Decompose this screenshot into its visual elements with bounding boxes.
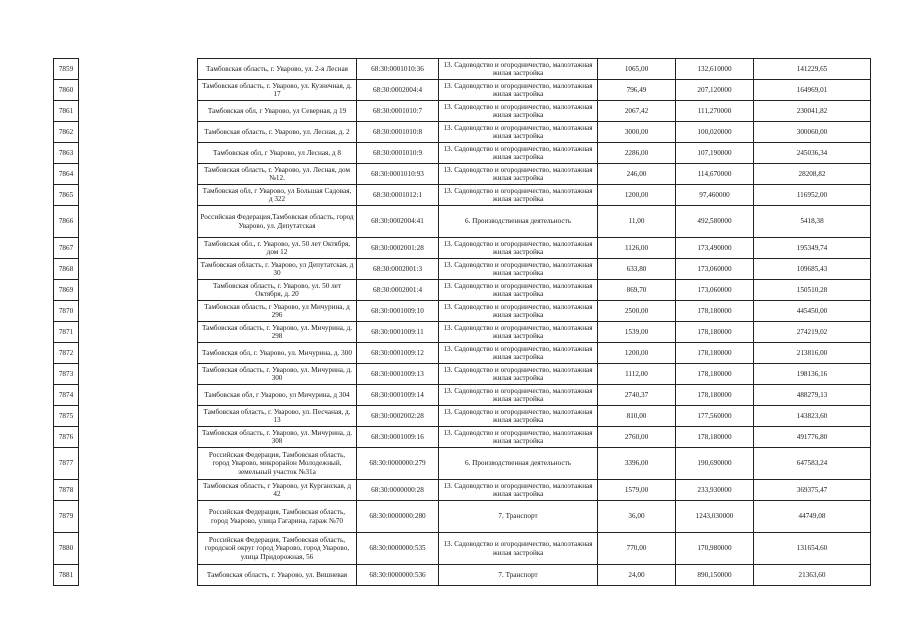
table-row (54, 480, 871, 501)
empty-column-cell (79, 280, 198, 301)
empty-column-cell (79, 448, 198, 480)
table-row (54, 501, 871, 533)
cadastral-number-cell: 68:30:0002001:28 (357, 238, 439, 259)
specific-value-cell: 173,490000 (676, 238, 754, 259)
specific-value-cell: 170,980000 (676, 533, 754, 565)
cadastral-value-cell: 491776,80 (754, 427, 871, 448)
cadastral-value-cell: 230041,82 (754, 101, 871, 122)
empty-column-cell (79, 122, 198, 143)
land-use-cell: 7. Транспорт (439, 565, 598, 586)
land-use-cell: 13. Садоводство и огородничество, малоэтажная жилая застройка (439, 280, 598, 301)
cadastral-number-cell: 68:30:0001009:13 (357, 364, 439, 385)
row-number-cell: 7867 (54, 238, 79, 259)
cadastral-value-table (53, 58, 871, 586)
land-use-cell: 13. Садоводство и огородничество, малоэтажная жилая застройка (439, 322, 598, 343)
cadastral-number-cell: 68:30:0001009:16 (357, 427, 439, 448)
specific-value-cell: 178,180000 (676, 364, 754, 385)
table-row (54, 322, 871, 343)
land-use-cell: 13. Садоводство и огородничество, малоэтажная жилая застройка (439, 80, 598, 101)
row-number-cell: 7875 (54, 406, 79, 427)
table-row (54, 143, 871, 164)
specific-value-cell: 97,460000 (676, 185, 754, 206)
table-row (54, 364, 871, 385)
specific-value-cell: 233,930000 (676, 480, 754, 501)
area-cell: 1539,00 (598, 322, 676, 343)
cadastral-number-cell: 68:30:0001012:1 (357, 185, 439, 206)
specific-value-cell: 114,670000 (676, 164, 754, 185)
row-number-cell: 7880 (54, 533, 79, 565)
land-use-cell: 6. Производственная деятельность (439, 448, 598, 480)
area-cell: 1579,00 (598, 480, 676, 501)
table-row (54, 385, 871, 406)
cadastral-number-cell: 68:30:0000000:535 (357, 533, 439, 565)
land-use-cell: 13. Садоводство и огородничество, малоэтажная жилая застройка (439, 59, 598, 80)
row-number-cell: 7861 (54, 101, 79, 122)
table-row (54, 343, 871, 364)
specific-value-cell: 207,120000 (676, 80, 754, 101)
specific-value-cell: 111,270000 (676, 101, 754, 122)
specific-value-cell: 173,060000 (676, 259, 754, 280)
land-use-cell: 13. Садоводство и огородничество, малоэтажная жилая застройка (439, 143, 598, 164)
area-cell: 810,00 (598, 406, 676, 427)
area-cell: 2740,37 (598, 385, 676, 406)
row-number-cell: 7865 (54, 185, 79, 206)
area-cell: 3396,00 (598, 448, 676, 480)
cadastral-value-cell: 116952,00 (754, 185, 871, 206)
cadastral-number-cell: 68:30:0001010:9 (357, 143, 439, 164)
cadastral-number-cell: 68:30:0002001:4 (357, 280, 439, 301)
cadastral-value-cell: 369375,47 (754, 480, 871, 501)
row-number-cell: 7863 (54, 143, 79, 164)
address-cell: Тамбовская область, г. Уварово, ул. Мичурина, д. 308 (198, 427, 357, 448)
table-row (54, 427, 871, 448)
table-row (54, 185, 871, 206)
cadastral-value-cell: 300060,00 (754, 122, 871, 143)
address-cell: Российская Федерация, Тамбовская область, город Уварово, микрорайон Молодежный, земельный участок №31а (198, 448, 357, 480)
address-cell: Тамбовская область, г Уварово, ул Мичурина, д 296 (198, 301, 357, 322)
cadastral-value-cell: 164969,01 (754, 80, 871, 101)
row-number-cell: 7872 (54, 343, 79, 364)
cadastral-value-cell: 5418,38 (754, 206, 871, 238)
address-cell: Тамбовская область, г. Уварово, ул. Лесная, дом №12. (198, 164, 357, 185)
specific-value-cell: 107,190000 (676, 143, 754, 164)
specific-value-cell: 190,690000 (676, 448, 754, 480)
area-cell: 3000,00 (598, 122, 676, 143)
cadastral-value-cell: 131654,60 (754, 533, 871, 565)
address-cell: Тамбовская область, г. Уварово, ул. Мичурина, д. 300 (198, 364, 357, 385)
specific-value-cell: 178,180000 (676, 343, 754, 364)
address-cell: Тамбовская обл, г Уварово, ул Большая Садовая, д 322 (198, 185, 357, 206)
area-cell: 869,70 (598, 280, 676, 301)
table-row (54, 301, 871, 322)
cadastral-value-cell: 195349,74 (754, 238, 871, 259)
address-cell: Тамбовская область, г. Уварово, ул Депутатская, д 30 (198, 259, 357, 280)
cadastral-number-cell: 68:30:0001010:8 (357, 122, 439, 143)
land-use-cell: 13. Садоводство и огородничество, малоэтажная жилая застройка (439, 427, 598, 448)
row-number-cell: 7859 (54, 59, 79, 80)
empty-column-cell (79, 80, 198, 101)
address-cell: Российская Федерация, Тамбовская область, город Уварово, улица Гагарина, гараж №70 (198, 501, 357, 533)
table-row (54, 259, 871, 280)
row-number-cell: 7876 (54, 427, 79, 448)
address-cell: Тамбовская обл, г Уварово, ул Северная, д 19 (198, 101, 357, 122)
address-cell: Тамбовская область, г. Уварово, ул. Мичурина, д. 298 (198, 322, 357, 343)
area-cell: 2500,00 (598, 301, 676, 322)
cadastral-value-cell: 141229,65 (754, 59, 871, 80)
specific-value-cell: 178,180000 (676, 322, 754, 343)
cadastral-number-cell: 68:30:0000000:536 (357, 565, 439, 586)
land-use-cell: 13. Садоводство и огородничество, малоэтажная жилая застройка (439, 406, 598, 427)
row-number-cell: 7878 (54, 480, 79, 501)
empty-column-cell (79, 480, 198, 501)
empty-column-cell (79, 385, 198, 406)
empty-column-cell (79, 406, 198, 427)
area-cell: 11,00 (598, 206, 676, 238)
table-row (54, 206, 871, 238)
area-cell: 633,80 (598, 259, 676, 280)
cadastral-value-cell: 44749,08 (754, 501, 871, 533)
specific-value-cell: 173,060000 (676, 280, 754, 301)
land-use-cell: 13. Садоводство и огородничество, малоэтажная жилая застройка (439, 364, 598, 385)
address-cell: Тамбовская область, г. Уварово, ул. Вишневая (198, 565, 357, 586)
table-row (54, 238, 871, 259)
cadastral-value-cell: 213816,00 (754, 343, 871, 364)
area-cell: 36,00 (598, 501, 676, 533)
land-use-cell: 13. Садоводство и огородничество, малоэтажная жилая застройка (439, 533, 598, 565)
area-cell: 1200,00 (598, 343, 676, 364)
area-cell: 246,00 (598, 164, 676, 185)
row-number-cell: 7860 (54, 80, 79, 101)
address-cell: Тамбовская обл, г Уварово, ул Лесная, д 8 (198, 143, 357, 164)
area-cell: 2067,42 (598, 101, 676, 122)
empty-column-cell (79, 59, 198, 80)
cadastral-number-cell: 68:30:0002002:28 (357, 406, 439, 427)
row-number-cell: 7871 (54, 322, 79, 343)
row-number-cell: 7868 (54, 259, 79, 280)
cadastral-value-cell: 647583,24 (754, 448, 871, 480)
land-use-cell: 7. Транспорт (439, 501, 598, 533)
specific-value-cell: 177,560000 (676, 406, 754, 427)
cadastral-value-cell: 245036,34 (754, 143, 871, 164)
land-use-cell: 13. Садоводство и огородничество, малоэтажная жилая застройка (439, 122, 598, 143)
cadastral-value-cell: 109685,43 (754, 259, 871, 280)
area-cell: 796,49 (598, 80, 676, 101)
empty-column-cell (79, 206, 198, 238)
land-use-cell: 13. Садоводство и огородничество, малоэтажная жилая застройка (439, 185, 598, 206)
specific-value-cell: 492,580000 (676, 206, 754, 238)
empty-column-cell (79, 185, 198, 206)
address-cell: Российская Федерация, Тамбовская область, городской округ город Уварово, город Уварово, улица Придорожная, 56 (198, 533, 357, 565)
area-cell: 1200,00 (598, 185, 676, 206)
cadastral-number-cell: 68:30:0002001:3 (357, 259, 439, 280)
address-cell: Тамбовская область, г Уварово, ул Курганская, д 42 (198, 480, 357, 501)
empty-column-cell (79, 343, 198, 364)
cadastral-number-cell: 68:30:0001009:12 (357, 343, 439, 364)
table-row (54, 59, 871, 80)
cadastral-number-cell: 68:30:0001009:10 (357, 301, 439, 322)
row-number-cell: 7870 (54, 301, 79, 322)
address-cell: Тамбовская область, г. Уварово, ул. Лесная, д. 2 (198, 122, 357, 143)
area-cell: 2286,00 (598, 143, 676, 164)
empty-column-cell (79, 143, 198, 164)
cadastral-value-cell: 488279,13 (754, 385, 871, 406)
cadastral-number-cell: 68:30:0001009:14 (357, 385, 439, 406)
table-row (54, 122, 871, 143)
area-cell: 1112,00 (598, 364, 676, 385)
cadastral-number-cell: 68:30:0001010:36 (357, 59, 439, 80)
address-cell: Тамбовская область, г. Уварово, ул. 2-я Лесная (198, 59, 357, 80)
specific-value-cell: 890,150000 (676, 565, 754, 586)
area-cell: 1126,00 (598, 238, 676, 259)
area-cell: 2760,00 (598, 427, 676, 448)
land-use-cell: 13. Садоводство и огородничество, малоэтажная жилая застройка (439, 301, 598, 322)
cadastral-number-cell: 68:30:0001009:11 (357, 322, 439, 343)
cadastral-value-cell: 274219,02 (754, 322, 871, 343)
cadastral-number-cell: 68:30:0002004:41 (357, 206, 439, 238)
land-use-cell: 6. Производственная деятельность (439, 206, 598, 238)
empty-column-cell (79, 259, 198, 280)
empty-column-cell (79, 501, 198, 533)
cadastral-number-cell: 68:30:0000000:28 (357, 480, 439, 501)
row-number-cell: 7866 (54, 206, 79, 238)
table-row (54, 565, 871, 586)
table-body (54, 59, 871, 586)
specific-value-cell: 178,180000 (676, 385, 754, 406)
cadastral-value-cell: 21363,60 (754, 565, 871, 586)
address-cell: Российская Федерация,Тамбовская область, город Уварово, ул. Депутатская (198, 206, 357, 238)
row-number-cell: 7877 (54, 448, 79, 480)
table-row (54, 101, 871, 122)
area-cell: 24,00 (598, 565, 676, 586)
empty-column-cell (79, 164, 198, 185)
specific-value-cell: 132,610000 (676, 59, 754, 80)
address-cell: Тамбовская область, г. Уварово, ул. 50 лет Октября, д. 20 (198, 280, 357, 301)
area-cell: 1065,00 (598, 59, 676, 80)
land-use-cell: 13. Садоводство и огородничество, малоэтажная жилая застройка (439, 385, 598, 406)
address-cell: Тамбовская обл., г. Уварово, ул. 50 лет Октября, дом 12 (198, 238, 357, 259)
cadastral-number-cell: 68:30:0000000:280 (357, 501, 439, 533)
row-number-cell: 7869 (54, 280, 79, 301)
table-row (54, 80, 871, 101)
cadastral-value-cell: 28208,82 (754, 164, 871, 185)
address-cell: Тамбовская обл, г Уварово, ул Мичурина, д 304 (198, 385, 357, 406)
land-use-cell: 13. Садоводство и огородничество, малоэтажная жилая застройка (439, 259, 598, 280)
cadastral-number-cell: 68:30:0000000:279 (357, 448, 439, 480)
table-row (54, 280, 871, 301)
empty-column-cell (79, 301, 198, 322)
row-number-cell: 7873 (54, 364, 79, 385)
empty-column-cell (79, 533, 198, 565)
empty-column-cell (79, 238, 198, 259)
cadastral-number-cell: 68:30:0001010:93 (357, 164, 439, 185)
empty-column-cell (79, 565, 198, 586)
specific-value-cell: 178,180000 (676, 427, 754, 448)
row-number-cell: 7881 (54, 565, 79, 586)
empty-column-cell (79, 101, 198, 122)
table-row (54, 164, 871, 185)
land-use-cell: 13. Садоводство и огородничество, малоэтажная жилая застройка (439, 238, 598, 259)
land-use-cell: 13. Садоводство и огородничество, малоэтажная жилая застройка (439, 480, 598, 501)
cadastral-value-cell: 143823,60 (754, 406, 871, 427)
cadastral-number-cell: 68:30:0002004:4 (357, 80, 439, 101)
address-cell: Тамбовская область, г. Уварово, ул. Кузнечная, д. 17 (198, 80, 357, 101)
address-cell: Тамбовская обл, г. Уварово, ул. Мичурина, д. 300 (198, 343, 357, 364)
cadastral-value-cell: 150510,28 (754, 280, 871, 301)
cadastral-number-cell: 68:30:0001010:7 (357, 101, 439, 122)
empty-column-cell (79, 427, 198, 448)
empty-column-cell (79, 364, 198, 385)
row-number-cell: 7879 (54, 501, 79, 533)
row-number-cell: 7862 (54, 122, 79, 143)
area-cell: 770,00 (598, 533, 676, 565)
specific-value-cell: 178,180000 (676, 301, 754, 322)
table-row (54, 406, 871, 427)
row-number-cell: 7864 (54, 164, 79, 185)
land-use-cell: 13. Садоводство и огородничество, малоэтажная жилая застройка (439, 101, 598, 122)
land-use-cell: 13. Садоводство и огородничество, малоэтажная жилая застройка (439, 343, 598, 364)
cadastral-value-cell: 198136,16 (754, 364, 871, 385)
address-cell: Тамбовская область, г. Уварово, ул. Песчаная, д. 13 (198, 406, 357, 427)
specific-value-cell: 1243,030000 (676, 501, 754, 533)
row-number-cell: 7874 (54, 385, 79, 406)
empty-column-cell (79, 322, 198, 343)
table-row (54, 448, 871, 480)
cadastral-value-cell: 445450,00 (754, 301, 871, 322)
land-use-cell: 13. Садоводство и огородничество, малоэтажная жилая застройка (439, 164, 598, 185)
table-row (54, 533, 871, 565)
specific-value-cell: 100,020000 (676, 122, 754, 143)
